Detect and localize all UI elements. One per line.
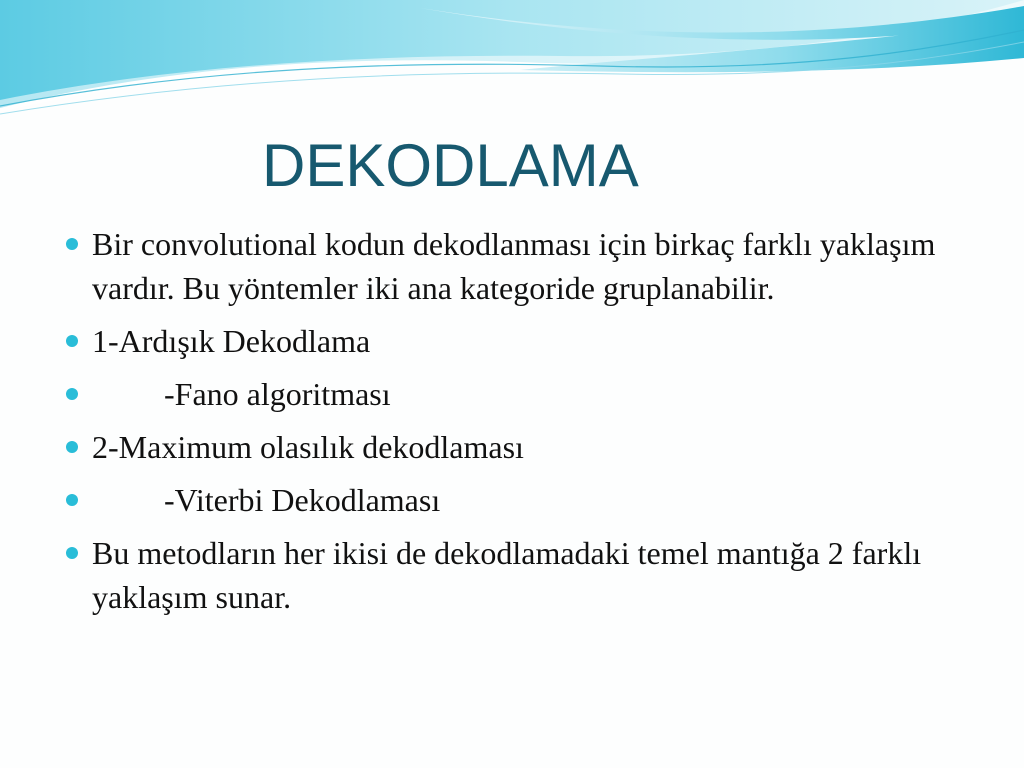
bullet-item — [62, 372, 962, 416]
bullet-dot-icon — [66, 547, 78, 559]
bullet-text: -Viterbi Dekodlaması — [164, 482, 441, 518]
bullet-text: 1-Ardışık Dekodlama — [92, 323, 371, 359]
bullet-dot-icon — [66, 238, 78, 250]
bullet-list — [62, 222, 962, 628]
bullet-item — [62, 531, 962, 619]
bullet-dot-icon — [66, 335, 78, 347]
bullet-item — [62, 319, 962, 363]
header-wave-decoration — [0, 0, 1024, 120]
bullet-dot-icon — [66, 388, 78, 400]
bullet-dot-icon — [66, 441, 78, 453]
bullet-dot-icon — [66, 494, 78, 506]
bullet-text: 2-Maximum olasılık dekodlaması — [92, 429, 524, 465]
slide-title: DEKODLAMA — [262, 132, 639, 199]
bullet-text: Bir convolutional kodun dekodlanması için birkaç farklı yaklaşım vardır. Bu yöntemler iki ana kategoride gruplanabilir. — [92, 226, 944, 306]
bullet-item — [62, 222, 962, 310]
bullet-text: Bu metodların her ikisi de dekodlamadaki temel mantığa 2 farklı yaklaşım sunar. — [92, 535, 930, 615]
bullet-item — [62, 478, 962, 522]
bullet-text: -Fano algoritması — [164, 376, 391, 412]
bullet-item — [62, 425, 962, 469]
